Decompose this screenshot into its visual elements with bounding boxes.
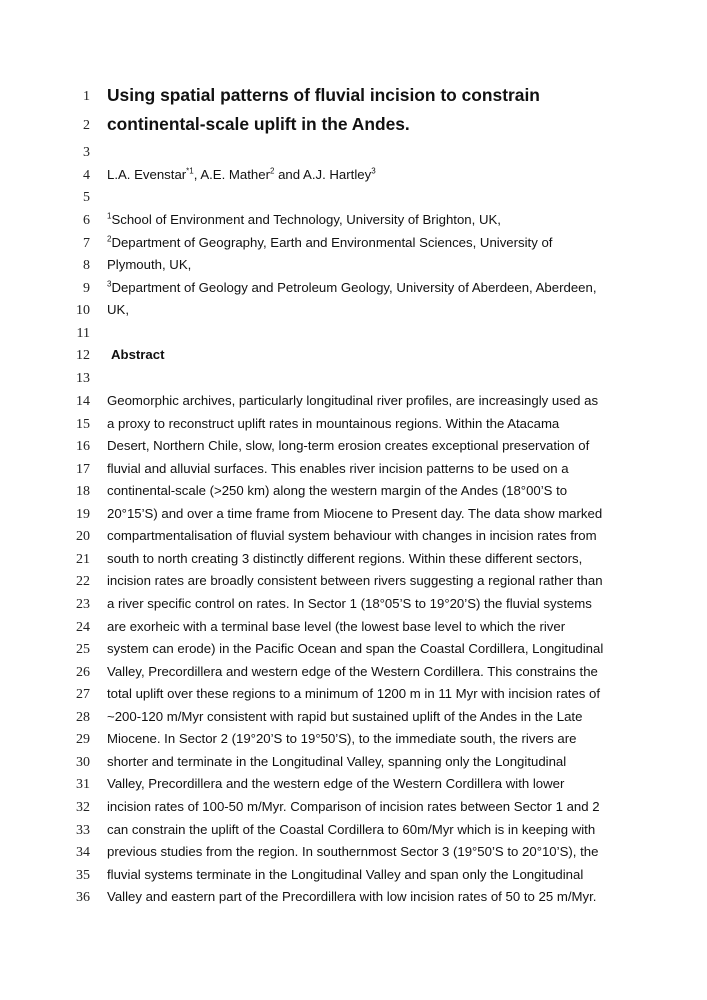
- line-number: 14: [76, 394, 90, 409]
- author-1: L.A. Evenstar: [107, 167, 187, 182]
- line-number: 4: [83, 168, 90, 183]
- paper-title-line-2: continental-scale uplift in the Andes.: [107, 114, 410, 134]
- line-number: 30: [76, 754, 90, 770]
- abstract-text: ~200-120 m/Myr consistent with rapid but sustained uplift of the Andes in the Late: [107, 708, 583, 724]
- abstract-line: [0, 571, 707, 593]
- line-number: 28: [76, 709, 90, 725]
- abstract-line: [0, 459, 707, 481]
- author-list: [107, 167, 376, 182]
- line-number: 13: [76, 371, 90, 386]
- author-3-marker: 3: [371, 166, 376, 176]
- abstract-text: continental-scale (>250 km) along the western margin of the Andes (18°00’S to: [107, 483, 568, 499]
- blank-line: [0, 187, 707, 209]
- abstract-line: [0, 526, 707, 548]
- line-number: 8: [83, 258, 90, 273]
- affiliation-2-cont: Plymouth, UK,: [107, 257, 192, 272]
- abstract-line: [0, 549, 707, 571]
- title-line: [0, 86, 707, 108]
- affiliation-line: [0, 233, 707, 255]
- abstract-line: [0, 820, 707, 842]
- abstract-text: fluvial systems terminate in the Longitudinal Valley and span only the Longitudinal: [107, 866, 584, 882]
- line-number: 35: [76, 867, 90, 883]
- abstract-line: [0, 887, 707, 909]
- line-number: 22: [76, 574, 90, 590]
- abstract-text: Geomorphic archives, particularly longitudinal river profiles, are increasingly used as: [107, 393, 599, 408]
- abstract-line: [0, 617, 707, 639]
- line-number: 2: [83, 118, 90, 133]
- paper-title-line-1: Using spatial patterns of fluvial incision to constrain: [107, 85, 540, 105]
- abstract-text: previous studies from the region. In southernmost Sector 3 (19°50’S to 20°10’S), the: [107, 844, 599, 859]
- abstract-line: [0, 752, 707, 774]
- abstract-line: [0, 414, 707, 436]
- author-1-marker: *1: [186, 166, 194, 176]
- blank-line: [0, 368, 707, 390]
- affiliation-3-cont: UK,: [107, 302, 129, 317]
- abstract-line: [0, 594, 707, 616]
- affiliation-marker: 2: [107, 234, 112, 244]
- line-number: 33: [76, 822, 90, 838]
- abstract-line: [0, 842, 707, 864]
- abstract-text: are exorheic with a terminal base level (the lowest base level to which the river: [107, 618, 566, 634]
- affiliation-1: [107, 212, 501, 227]
- abstract-text: Desert, Northern Chile, slow, long-term erosion creates exceptional preservation of: [107, 438, 590, 454]
- authors-line: [0, 165, 707, 187]
- abstract-line: [0, 391, 707, 413]
- abstract-line: [0, 774, 707, 796]
- abstract-text: Valley, Precordillera and western edge of the Western Cordillera. This constrains the: [107, 663, 598, 679]
- abstract-text: total uplift over these regions to a minimum of 1200 m in 11 Myr with incision rates of: [107, 686, 601, 702]
- line-number: 19: [76, 506, 90, 522]
- affiliation-marker: 1: [107, 211, 112, 221]
- abstract-line: [0, 797, 707, 819]
- line-number: 25: [76, 642, 90, 657]
- line-number: 10: [76, 303, 90, 318]
- author-2: , A.E. Mather: [193, 167, 270, 182]
- title-line: [0, 115, 707, 137]
- line-number: 23: [76, 597, 90, 612]
- abstract-text: system can erode) in the Pacific Ocean and span the Coastal Cordillera, Longitudinal: [107, 641, 604, 656]
- affiliation-text: School of Environment and Technology, University of Brighton, UK,: [111, 212, 501, 227]
- affiliation-marker: 3: [107, 279, 112, 289]
- abstract-line: [0, 865, 707, 887]
- affiliation-text: Department of Geography, Earth and Environmental Sciences, University of: [111, 235, 553, 250]
- affiliation-2: [107, 235, 552, 250]
- abstract-text: Miocene. In Sector 2 (19°20’S to 19°50’S), to the immediate south, the rivers are: [107, 731, 577, 747]
- blank-line: [0, 142, 707, 164]
- blank-line: [0, 323, 707, 345]
- line-number: 18: [76, 484, 90, 500]
- line-number: 24: [76, 619, 90, 635]
- author-2-marker: 2: [269, 166, 275, 176]
- abstract-text: south to north creating 3 distinctly different regions. Within these different sectors,: [107, 550, 583, 566]
- line-number: 7: [83, 236, 90, 251]
- abstract-text: a river specific control on rates. In Sector 1 (18°05’S to 19°20’S) the fluvial systems: [107, 596, 592, 611]
- affiliation-line: [0, 300, 707, 322]
- abstract-line: [0, 729, 707, 751]
- abstract-text: 20°15’S) and over a time frame from Miocene to Present day. The data show marked: [107, 505, 603, 521]
- abstract-text: a proxy to reconstruct uplift rates in mountainous regions. Within the Atacama: [107, 415, 560, 431]
- line-number: 21: [76, 551, 90, 567]
- line-number: 26: [76, 664, 90, 680]
- affiliation-line: [0, 255, 707, 277]
- line-number: 16: [76, 439, 90, 455]
- affiliation-line: [0, 210, 707, 232]
- abstract-line: [0, 684, 707, 706]
- abstract-line: [0, 504, 707, 526]
- abstract-line: [0, 436, 707, 458]
- abstract-text: incision rates are broadly consistent between rivers suggesting a regional rather than: [107, 573, 603, 589]
- abstract-text: can constrain the uplift of the Coastal Cordillera to 60m/Myr which is in keeping with: [107, 821, 596, 837]
- affiliation-3: [107, 280, 597, 295]
- abstract-text: incision rates of 100-50 m/Myr. Comparison of incision rates between Sector 1 and 2: [107, 798, 600, 814]
- abstract-heading: Abstract: [111, 347, 165, 362]
- abstract-line: [0, 481, 707, 503]
- line-number: 11: [76, 326, 90, 341]
- line-number: 9: [83, 281, 90, 296]
- line-number: 5: [83, 190, 90, 205]
- line-number: 32: [76, 799, 90, 815]
- affiliation-text: Department of Geology and Petroleum Geology, University of Aberdeen, Aberdeen,: [111, 280, 597, 295]
- line-number: 31: [76, 777, 90, 793]
- line-number: 12: [76, 348, 90, 363]
- abstract-line: [0, 707, 707, 729]
- abstract-text: shorter and terminate in the Longitudinal Valley, spanning only the Longitudinal: [107, 753, 567, 769]
- line-number: 15: [76, 416, 90, 432]
- abstract-line: [0, 662, 707, 684]
- line-number: 29: [76, 732, 90, 748]
- abstract-text: Valley and eastern part of the Precordillera with low incision rates of 50 to 25 m/Myr.: [107, 889, 597, 905]
- line-number: 3: [83, 145, 90, 160]
- abstract-text: compartmentalisation of fluvial system behaviour with changes in incision rates from: [107, 528, 597, 544]
- line-number: 1: [83, 89, 90, 104]
- abstract-heading-line: [0, 345, 707, 367]
- abstract-text: Valley, Precordillera and the western edge of the Western Cordillera with lower: [107, 776, 565, 792]
- abstract-text: fluvial and alluvial surfaces. This enables river incision patterns to be used on a: [107, 460, 569, 476]
- line-number: 17: [76, 461, 90, 477]
- author-3: and A.J. Hartley: [274, 167, 372, 182]
- line-number: 6: [83, 213, 90, 228]
- line-number: 36: [76, 890, 90, 906]
- line-number: 27: [76, 687, 90, 703]
- line-number: 34: [76, 845, 90, 860]
- affiliation-line: [0, 278, 707, 300]
- line-number: 20: [76, 529, 90, 545]
- abstract-line: [0, 639, 707, 661]
